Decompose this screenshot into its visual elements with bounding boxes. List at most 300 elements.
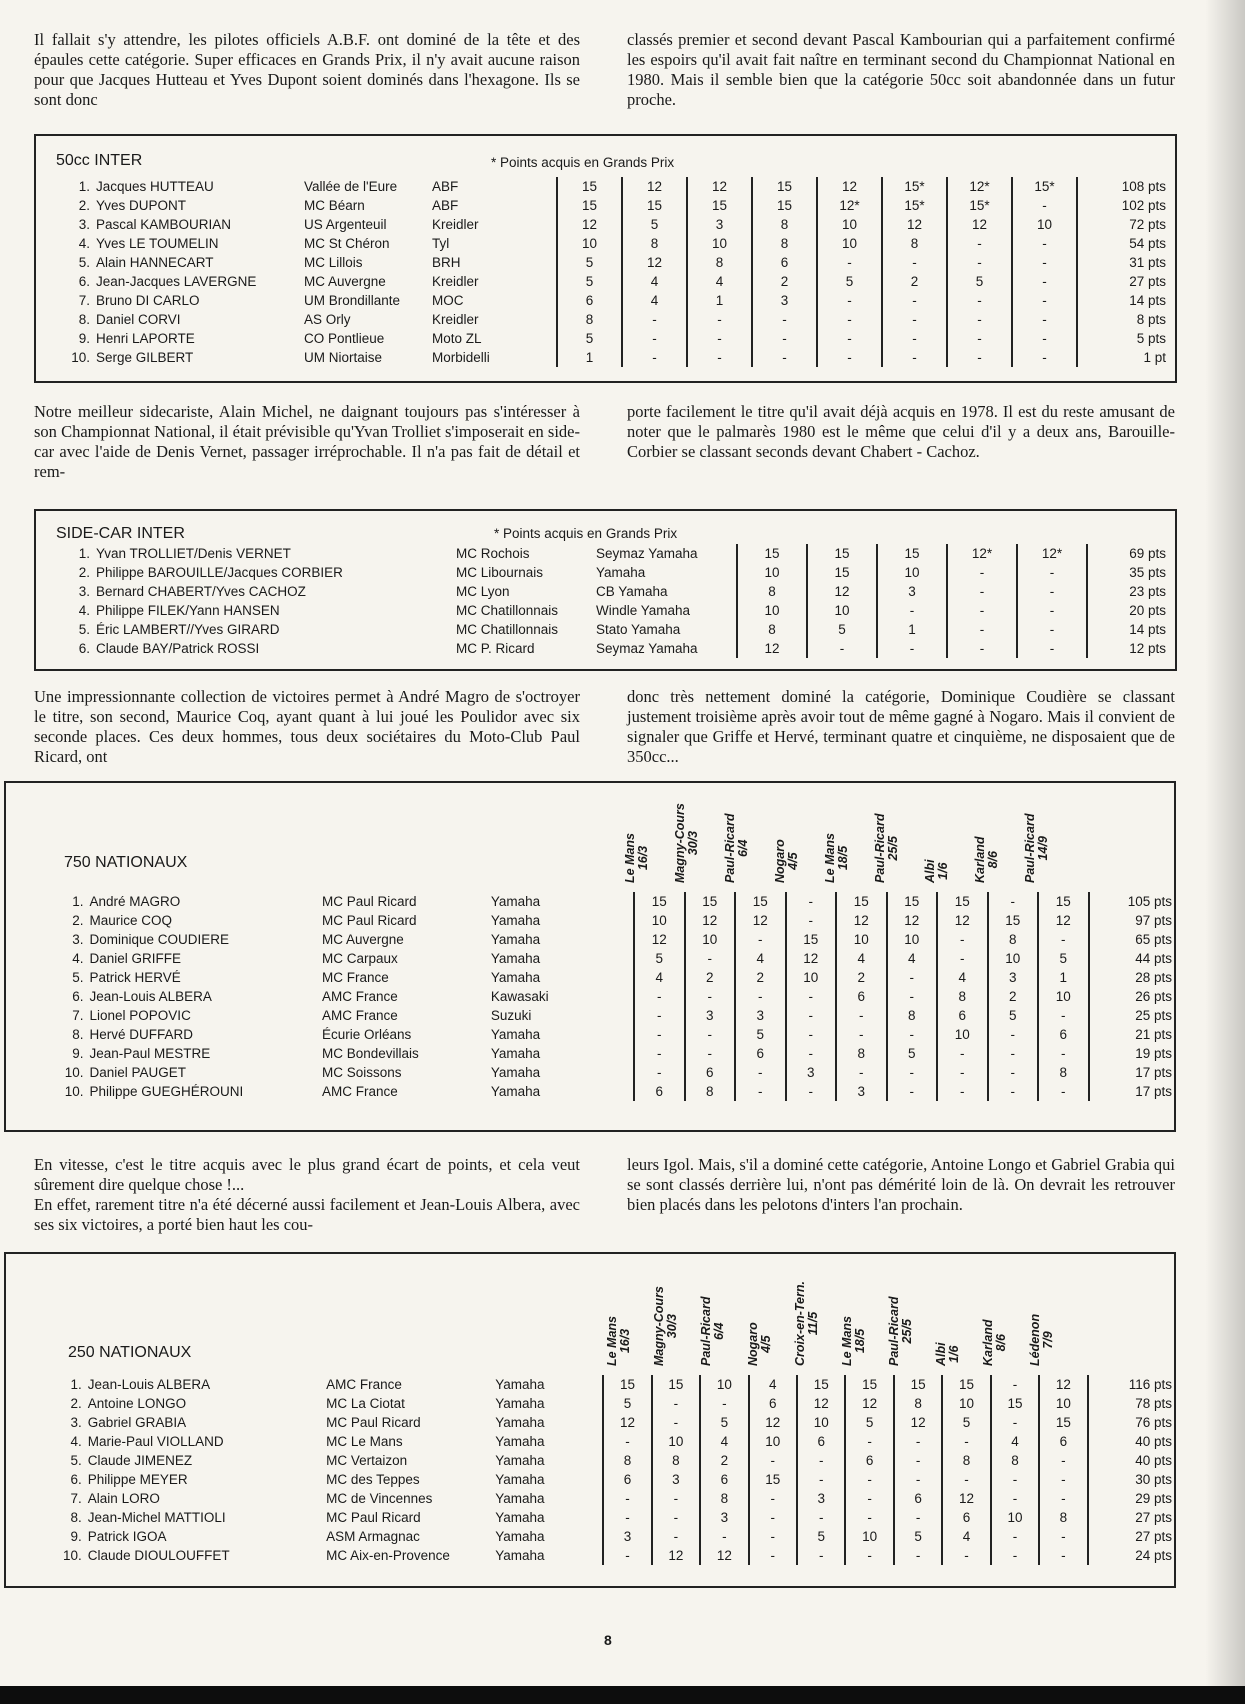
race-date: 30/3	[686, 830, 700, 856]
points-cell: 15	[652, 1375, 700, 1394]
points-cell: -	[894, 1470, 942, 1489]
points-cell: 5	[942, 1413, 990, 1432]
intro-50cc-left: Il fallait s'y attendre, les pilotes officiels A.B.F. ont dominé de la tête et des épaules cette catégorie. Super efficaces en Grands Prix, il n'y avait aucune raison pour que Jacques Hutteau et Yves Dupont soient dominés dans l'hexagone. Ils se sont donc	[34, 30, 580, 109]
points-cell: 8	[942, 1451, 990, 1470]
points-cell: 15	[942, 1375, 990, 1394]
points-cell: -	[1012, 291, 1077, 310]
race-date: 11/5	[806, 1311, 820, 1336]
points-cell: 10	[988, 949, 1039, 968]
rider-name-cell: Daniel PAUGET	[89, 1065, 187, 1080]
points-cell: 5	[807, 620, 877, 639]
points-cell: -	[937, 930, 988, 949]
race-header	[747, 1322, 773, 1366]
race-place: Le Mans	[823, 832, 837, 883]
total-points-cell: 27 pts	[1135, 1510, 1172, 1525]
points-cell: -	[882, 348, 947, 367]
table-row	[58, 329, 1168, 348]
race-place: Paul-Ricard	[887, 1296, 901, 1366]
points-cell: -	[1012, 234, 1077, 253]
points-cell: -	[947, 291, 1012, 310]
club-cell: MC Vertaizon	[326, 1453, 408, 1468]
points-cell: -	[947, 563, 1017, 582]
club-cell: MC Paul Ricard	[322, 913, 417, 928]
table-250-title: 250 NATIONAUX	[68, 1344, 192, 1361]
points-cell: -	[735, 1063, 786, 1082]
page-gutter-shadow	[1205, 0, 1245, 1704]
points-cell: -	[685, 949, 736, 968]
points-cell: 12	[557, 215, 622, 234]
points-cell: -	[991, 1546, 1039, 1565]
make-cell: Kreidler	[432, 310, 557, 329]
make-cell: Moto ZL	[432, 329, 557, 348]
total-points-cell: 102 pts	[1121, 198, 1166, 213]
rider-name-cell: Jacques HUTTEAU	[96, 179, 214, 194]
race-place: Paul-Ricard	[1023, 813, 1037, 883]
points-cell: 6	[797, 1432, 845, 1451]
club-cell: MC Lillois	[304, 255, 363, 270]
points-cell: -	[845, 1508, 893, 1527]
points-cell: 6	[634, 1082, 685, 1101]
race-date: 4/5	[759, 1335, 773, 1353]
points-cell: -	[947, 620, 1017, 639]
points-cell: 15	[752, 177, 817, 196]
points-cell: 15	[786, 930, 837, 949]
race-header	[674, 803, 700, 883]
rank-cell: 3.	[70, 1415, 82, 1430]
points-cell: 8	[894, 1394, 942, 1413]
rider-name-cell: Jean-Paul MESTRE	[89, 1046, 211, 1061]
race-header	[653, 1286, 679, 1366]
rider-name-cell: Yves DUPONT	[96, 198, 187, 213]
points-cell: 15*	[947, 196, 1012, 215]
total-points-cell: 54 pts	[1129, 236, 1166, 251]
points-cell: 10	[652, 1432, 700, 1451]
make-cell: Yamaha	[491, 1063, 634, 1082]
race-header	[935, 1342, 961, 1366]
total-points-cell: 65 pts	[1135, 932, 1172, 947]
rank-cell: 10.	[64, 1084, 84, 1099]
make-cell: Kreidler	[432, 272, 557, 291]
make-cell: ABF	[432, 196, 557, 215]
make-cell: Windle Yamaha	[596, 601, 737, 620]
points-cell: -	[685, 987, 736, 1006]
table-row	[54, 1082, 1174, 1101]
points-cell: -	[1017, 601, 1087, 620]
make-cell: Stato Yamaha	[596, 620, 737, 639]
make-cell: Yamaha	[491, 968, 634, 987]
race-place: Lédenon	[1028, 1313, 1042, 1366]
points-cell: -	[887, 1063, 938, 1082]
club-cell: MC Paul Ricard	[326, 1510, 421, 1525]
club-cell: MC France	[322, 970, 389, 985]
make-cell: Yamaha	[491, 1082, 634, 1101]
points-cell: -	[752, 329, 817, 348]
points-cell: 5	[988, 1006, 1039, 1025]
points-cell: 4	[749, 1375, 797, 1394]
points-cell: 8	[882, 234, 947, 253]
points-cell: -	[894, 1546, 942, 1565]
points-cell: 3	[877, 582, 947, 601]
rank-cell: 9.	[70, 1529, 82, 1544]
table-row	[52, 1375, 1174, 1394]
points-cell: 5	[557, 272, 622, 291]
rider-name-cell: André MAGRO	[89, 894, 181, 909]
points-cell: 12	[687, 177, 752, 196]
points-cell: -	[786, 892, 837, 911]
intro-250-right: leurs Igol. Mais, s'il a dominé cette catégorie, Antoine Longo et Gabriel Grabia qui se sont classés derrière lui, n'ont pas démérité loin de là. On devrait les retrouver bien placés dans les pelotons d'inters l'an prochain.	[627, 1155, 1175, 1214]
race-date: 25/5	[886, 836, 900, 861]
race-date: 14/9	[1036, 836, 1050, 861]
points-cell: -	[991, 1470, 1039, 1489]
points-cell: 12*	[1017, 544, 1087, 563]
points-cell: 15	[988, 911, 1039, 930]
points-cell: 12*	[947, 544, 1017, 563]
race-header	[974, 836, 1000, 883]
points-cell: 12	[737, 639, 807, 658]
points-cell: 1	[877, 620, 947, 639]
table-row	[54, 987, 1174, 1006]
total-points-cell: 69 pts	[1129, 546, 1166, 561]
points-cell: 5	[557, 253, 622, 272]
rider-name-cell: Jean-Michel MATTIOLI	[87, 1510, 226, 1525]
make-cell: Yamaha	[491, 911, 634, 930]
rider-name-cell: Éric LAMBERT//Yves GIRARD	[96, 622, 280, 637]
points-cell: 5	[797, 1527, 845, 1546]
table-row	[52, 1489, 1174, 1508]
intro-750-left: Une impressionnante collection de victoires permet à André Magro de s'octroyer le titre, son second, Maurice Coq, ayant quant à lui joué les Poulidor avec six seconde places. Ces deux hommes, tous deux sociétaires du Moto-Club Paul Ricard, ont	[34, 687, 580, 766]
total-points-cell: 24 pts	[1135, 1548, 1172, 1563]
rider-name-cell: Daniel CORVI	[96, 312, 181, 327]
points-cell: 15	[557, 196, 622, 215]
points-cell: 8	[988, 930, 1039, 949]
rider-name-cell: Antoine LONGO	[87, 1396, 187, 1411]
points-cell: -	[1012, 253, 1077, 272]
points-cell: 12*	[947, 177, 1012, 196]
table-row	[58, 253, 1168, 272]
points-cell: 6	[752, 253, 817, 272]
points-cell: 15	[1039, 1413, 1087, 1432]
points-cell: -	[735, 987, 786, 1006]
points-cell: 2	[700, 1451, 748, 1470]
points-cell: -	[1017, 582, 1087, 601]
points-cell: 8	[622, 234, 687, 253]
rank-cell: 10.	[63, 1548, 82, 1563]
make-cell: Yamaha	[495, 1394, 603, 1413]
table-row	[52, 1394, 1174, 1413]
points-cell: -	[947, 348, 1012, 367]
points-cell: 12	[836, 911, 887, 930]
points-cell: 12	[622, 253, 687, 272]
points-cell: -	[797, 1508, 845, 1527]
total-points-cell: 14 pts	[1129, 622, 1166, 637]
race-place: Albi	[934, 1342, 948, 1366]
points-cell: 15*	[882, 177, 947, 196]
total-points-cell: 25 pts	[1135, 1008, 1172, 1023]
rider-name-cell: Jean-Louis ALBERA	[89, 989, 212, 1004]
points-cell: -	[1038, 1082, 1089, 1101]
total-points-cell: 5 pts	[1136, 331, 1166, 346]
points-cell: -	[947, 234, 1012, 253]
points-cell: 10	[687, 234, 752, 253]
points-cell: -	[634, 1063, 685, 1082]
table-row	[58, 291, 1168, 310]
total-points-cell: 23 pts	[1129, 584, 1166, 599]
points-cell: -	[817, 253, 882, 272]
points-cell: -	[735, 930, 786, 949]
points-cell: 1	[1038, 968, 1089, 987]
make-cell: CB Yamaha	[596, 582, 737, 601]
rank-cell: 9.	[72, 1046, 84, 1061]
points-cell: 12	[942, 1489, 990, 1508]
rider-name-cell: Philippe BAROUILLE/Jacques CORBIER	[96, 565, 343, 580]
race-place: Paul-Ricard	[699, 1296, 713, 1366]
race-header	[1029, 1314, 1055, 1366]
race-date: 8/6	[994, 1334, 1008, 1352]
race-date: 30/3	[665, 1313, 679, 1339]
points-cell: 15	[836, 892, 887, 911]
table-row	[58, 563, 1168, 582]
points-cell: -	[836, 1025, 887, 1044]
club-cell: MC Chatillonnais	[456, 622, 559, 637]
points-cell: -	[603, 1508, 651, 1527]
make-cell: Suzuki	[491, 1006, 634, 1025]
points-cell: 5	[557, 329, 622, 348]
points-cell: 12	[603, 1413, 651, 1432]
club-cell: AMC France	[322, 1008, 398, 1023]
rank-cell: 9.	[78, 331, 90, 346]
rank-cell: 6.	[72, 989, 84, 1004]
rider-name-cell: Daniel GRIFFE	[89, 951, 182, 966]
points-cell: 6	[845, 1451, 893, 1470]
race-place: Nogaro	[746, 1322, 760, 1366]
points-cell: 10	[807, 601, 877, 620]
table-row	[54, 968, 1174, 987]
total-points-cell: 31 pts	[1129, 255, 1166, 270]
points-cell: -	[894, 1432, 942, 1451]
race-date: 18/5	[853, 1328, 867, 1354]
points-cell: 3	[836, 1082, 887, 1101]
points-cell: -	[685, 1044, 736, 1063]
points-cell: 2	[988, 987, 1039, 1006]
make-cell: Yamaha	[491, 1025, 634, 1044]
table-row	[54, 1006, 1174, 1025]
rank-cell: 6.	[78, 274, 90, 289]
club-cell: AS Orly	[304, 312, 351, 327]
points-cell: 10	[1039, 1394, 1087, 1413]
points-cell: 5	[845, 1413, 893, 1432]
points-cell: 8	[557, 310, 622, 329]
points-cell: -	[988, 1044, 1039, 1063]
rank-cell: 5.	[70, 1453, 82, 1468]
race-place: Albi	[923, 859, 937, 883]
points-cell: 15	[1038, 892, 1089, 911]
table-row	[58, 215, 1168, 234]
points-cell: 6	[685, 1063, 736, 1082]
points-cell: -	[1039, 1489, 1087, 1508]
race-header	[982, 1319, 1008, 1366]
points-cell: 15	[749, 1470, 797, 1489]
points-cell: -	[652, 1527, 700, 1546]
points-cell: -	[1039, 1546, 1087, 1565]
points-cell: 12	[634, 930, 685, 949]
points-cell: -	[797, 1546, 845, 1565]
points-cell: -	[652, 1489, 700, 1508]
club-cell: MC Lyon	[456, 584, 510, 599]
club-cell: MC Carpaux	[322, 951, 398, 966]
race-place: Le Mans	[605, 1315, 619, 1366]
points-cell: -	[845, 1546, 893, 1565]
points-cell: -	[1039, 1527, 1087, 1546]
total-points-cell: 40 pts	[1135, 1434, 1172, 1449]
points-cell: -	[634, 1006, 685, 1025]
points-cell: -	[634, 1025, 685, 1044]
table-sidecar-box	[34, 509, 1177, 671]
points-cell: 5	[947, 272, 1012, 291]
points-cell: 15	[807, 563, 877, 582]
points-cell: 3	[988, 968, 1039, 987]
race-place: Paul-Ricard	[723, 813, 737, 883]
table-row	[58, 639, 1168, 658]
points-cell: -	[634, 987, 685, 1006]
total-points-cell: 12 pts	[1129, 641, 1166, 656]
points-cell: 10	[942, 1394, 990, 1413]
bottom-edge	[0, 1686, 1245, 1704]
points-cell: -	[817, 348, 882, 367]
points-cell: 12	[700, 1546, 748, 1565]
rider-name-cell: Hervé DUFFARD	[89, 1027, 194, 1042]
points-cell: -	[786, 911, 837, 930]
total-points-cell: 29 pts	[1135, 1491, 1172, 1506]
points-cell: 10	[786, 968, 837, 987]
points-cell: -	[735, 1082, 786, 1101]
club-cell: Écurie Orléans	[322, 1027, 412, 1042]
points-cell: 10	[1038, 987, 1089, 1006]
rank-cell: 4.	[70, 1434, 82, 1449]
points-cell: -	[988, 1025, 1039, 1044]
points-cell: 15*	[882, 196, 947, 215]
total-points-cell: 105 pts	[1127, 894, 1172, 909]
total-points-cell: 28 pts	[1135, 970, 1172, 985]
points-cell: 6	[603, 1470, 651, 1489]
points-cell: 6	[749, 1394, 797, 1413]
points-cell: -	[887, 987, 938, 1006]
points-cell: -	[603, 1432, 651, 1451]
points-cell: 15	[894, 1375, 942, 1394]
race-header	[874, 814, 900, 883]
points-cell: 8	[737, 620, 807, 639]
points-cell: -	[988, 1082, 1039, 1101]
race-header	[624, 833, 650, 883]
points-cell: 4	[942, 1527, 990, 1546]
club-cell: Vallée de l'Eure	[304, 179, 398, 194]
points-cell: 10	[817, 234, 882, 253]
rank-cell: 2.	[70, 1396, 82, 1411]
points-cell: 6	[894, 1489, 942, 1508]
points-cell: -	[1012, 310, 1077, 329]
points-cell: -	[991, 1527, 1039, 1546]
rank-cell: 7.	[78, 293, 90, 308]
table-row	[58, 544, 1168, 563]
points-cell: 12	[786, 949, 837, 968]
make-cell: ABF	[432, 177, 557, 196]
points-cell: 10	[877, 563, 947, 582]
club-cell: ASM Armagnac	[326, 1529, 420, 1544]
points-cell: 15	[603, 1375, 651, 1394]
rank-cell: 8.	[72, 1027, 84, 1042]
points-cell: 4	[836, 949, 887, 968]
points-cell: -	[877, 601, 947, 620]
points-cell: -	[845, 1470, 893, 1489]
total-points-cell: 35 pts	[1129, 565, 1166, 580]
points-cell: 12	[887, 911, 938, 930]
make-cell: Kreidler	[432, 215, 557, 234]
club-cell: AMC France	[326, 1377, 402, 1392]
points-cell: 15	[845, 1375, 893, 1394]
race-date: 18/5	[836, 845, 850, 871]
points-cell: 1	[557, 348, 622, 367]
make-cell: Seymaz Yamaha	[596, 639, 737, 658]
club-cell: MC Chatillonnais	[456, 603, 559, 618]
points-cell: -	[947, 639, 1017, 658]
club-cell: US Argenteuil	[304, 217, 387, 232]
points-cell: -	[749, 1527, 797, 1546]
points-cell: -	[786, 1025, 837, 1044]
table-250	[52, 1375, 1174, 1565]
table-row	[54, 1063, 1174, 1082]
table-sidecar-title: SIDE-CAR INTER	[56, 525, 185, 542]
intro-sidecar-right: porte facilement le titre qu'il avait déjà acquis en 1978. Il est du reste amusant de noter que le palmarès 1980 est le même que celui d'il y a deux ans, Barouille-Corbier se classant seconds devant Chabert - Cachoz.	[627, 402, 1175, 461]
total-points-cell: 78 pts	[1135, 1396, 1172, 1411]
points-cell: -	[749, 1489, 797, 1508]
points-cell: 12	[652, 1546, 700, 1565]
points-cell: -	[687, 329, 752, 348]
table-row	[58, 196, 1168, 215]
total-points-cell: 40 pts	[1135, 1453, 1172, 1468]
points-cell: 5	[603, 1394, 651, 1413]
table-row	[58, 601, 1168, 620]
points-cell: -	[942, 1432, 990, 1451]
points-cell: 5	[817, 272, 882, 291]
points-cell: -	[882, 253, 947, 272]
points-cell: -	[1017, 563, 1087, 582]
rider-name-cell: Philippe GUEGHÉROUNI	[89, 1084, 244, 1099]
total-points-cell: 21 pts	[1135, 1027, 1172, 1042]
rank-cell: 7.	[70, 1491, 82, 1506]
club-cell: MC Paul Ricard	[322, 894, 417, 909]
make-cell: Yamaha	[495, 1375, 603, 1394]
points-cell: 12	[1038, 911, 1089, 930]
points-cell: -	[817, 329, 882, 348]
table-row	[52, 1451, 1174, 1470]
points-cell: 10	[685, 930, 736, 949]
points-cell: 3	[687, 215, 752, 234]
points-cell: -	[1039, 1451, 1087, 1470]
points-cell: 4	[687, 272, 752, 291]
make-cell: BRH	[432, 253, 557, 272]
club-cell: MC La Ciotat	[326, 1396, 405, 1411]
make-cell: Yamaha	[495, 1489, 603, 1508]
points-cell: -	[817, 291, 882, 310]
race-header	[606, 1316, 632, 1366]
rank-cell: 4.	[78, 603, 90, 618]
points-cell: 8	[603, 1451, 651, 1470]
points-cell: 10	[634, 911, 685, 930]
points-cell: -	[947, 601, 1017, 620]
points-cell: 3	[786, 1063, 837, 1082]
race-place: Nogaro	[773, 839, 787, 883]
rider-name-cell: Patrick IGOA	[87, 1529, 167, 1544]
rider-name-cell: Jean-Jacques LAVERGNE	[96, 274, 257, 289]
